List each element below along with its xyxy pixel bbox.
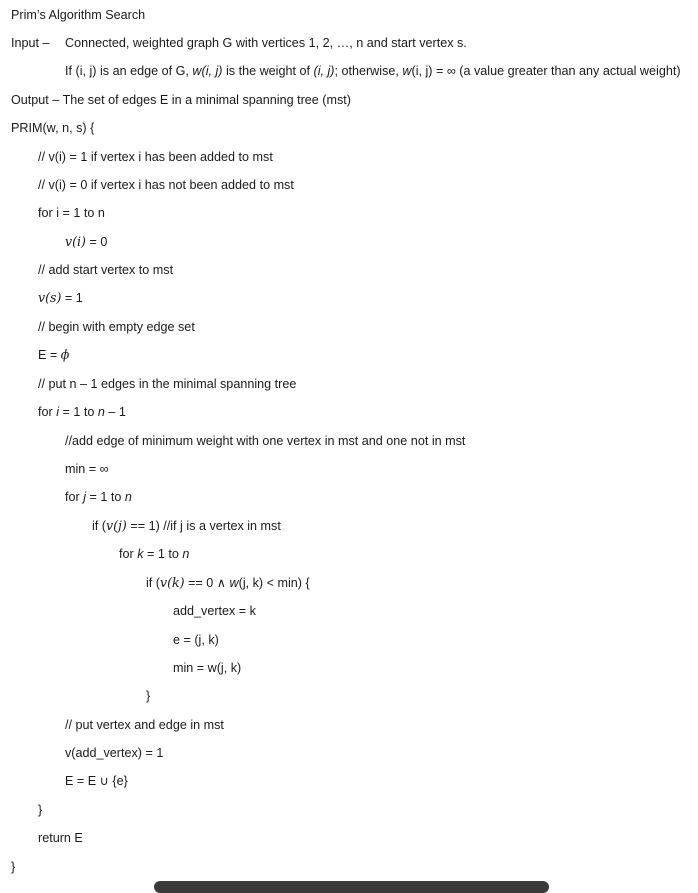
start-vertex-statement: v(s) = 1 [38, 290, 83, 305]
if-j-in-mst: if (v(j) == 1) //if j is a vertex in mst [92, 518, 281, 533]
comment-n-minus-1: // put n – 1 edges in the minimal spanning tree [38, 377, 297, 391]
init-v-statement: v(i) = 0 [65, 234, 108, 249]
function-header: PRIM(w, n, s) { [11, 121, 95, 135]
input-line-2: If (i, j) is an edge of G, w(i, j) is the weight of (i, j); otherwise, w(i, j) = ∞ (a value greater than any actual weight) [65, 64, 681, 78]
v-add-statement: v(add_vertex) = 1 [65, 746, 164, 760]
close-for-brace: } [38, 803, 43, 817]
comment-add-start: // add start vertex to mst [38, 263, 174, 277]
output-line: Output – The set of edges E in a minimal spanning tree (mst) [11, 93, 351, 107]
edge-assign: e = (j, k) [173, 633, 219, 647]
e-union-statement: E = E ∪ {e} [65, 774, 128, 788]
for-k-loop: for k = 1 to n [119, 547, 190, 561]
page-title: Prim’s Algorithm Search [11, 8, 146, 22]
input-label: Input – [11, 36, 50, 50]
return-statement: return E [38, 831, 83, 845]
comment-v-added: // v(i) = 1 if vertex i has been added to mst [38, 150, 273, 164]
if-k-not-in-mst: if (v(k) == 0 ∧ w(j, k) < min) { [146, 575, 310, 590]
horizontal-scrollbar[interactable] [154, 881, 549, 893]
close-function-brace: } [11, 860, 16, 874]
min-init-statement: min = ∞ [65, 462, 109, 476]
close-if-brace: } [146, 689, 151, 703]
min-assign: min = w(j, k) [173, 661, 242, 675]
input-line-1: Connected, weighted graph G with vertices 1, 2, …, n and start vertex s. [65, 36, 467, 50]
comment-put-vertex: // put vertex and edge in mst [65, 718, 224, 732]
for-edges-loop: for i = 1 to n – 1 [38, 405, 126, 419]
add-vertex-assign: add_vertex = k [173, 604, 256, 618]
for-init-loop: for i = 1 to n [38, 206, 105, 220]
empty-set-statement: E = ϕ [38, 347, 70, 362]
comment-min-edge: //add edge of minimum weight with one vertex in mst and one not in mst [65, 434, 466, 448]
comment-empty-set: // begin with empty edge set [38, 320, 195, 334]
comment-v-not-added: // v(i) = 0 if vertex i has not been added to mst [38, 178, 294, 192]
for-j-loop: for j = 1 to n [65, 490, 132, 504]
